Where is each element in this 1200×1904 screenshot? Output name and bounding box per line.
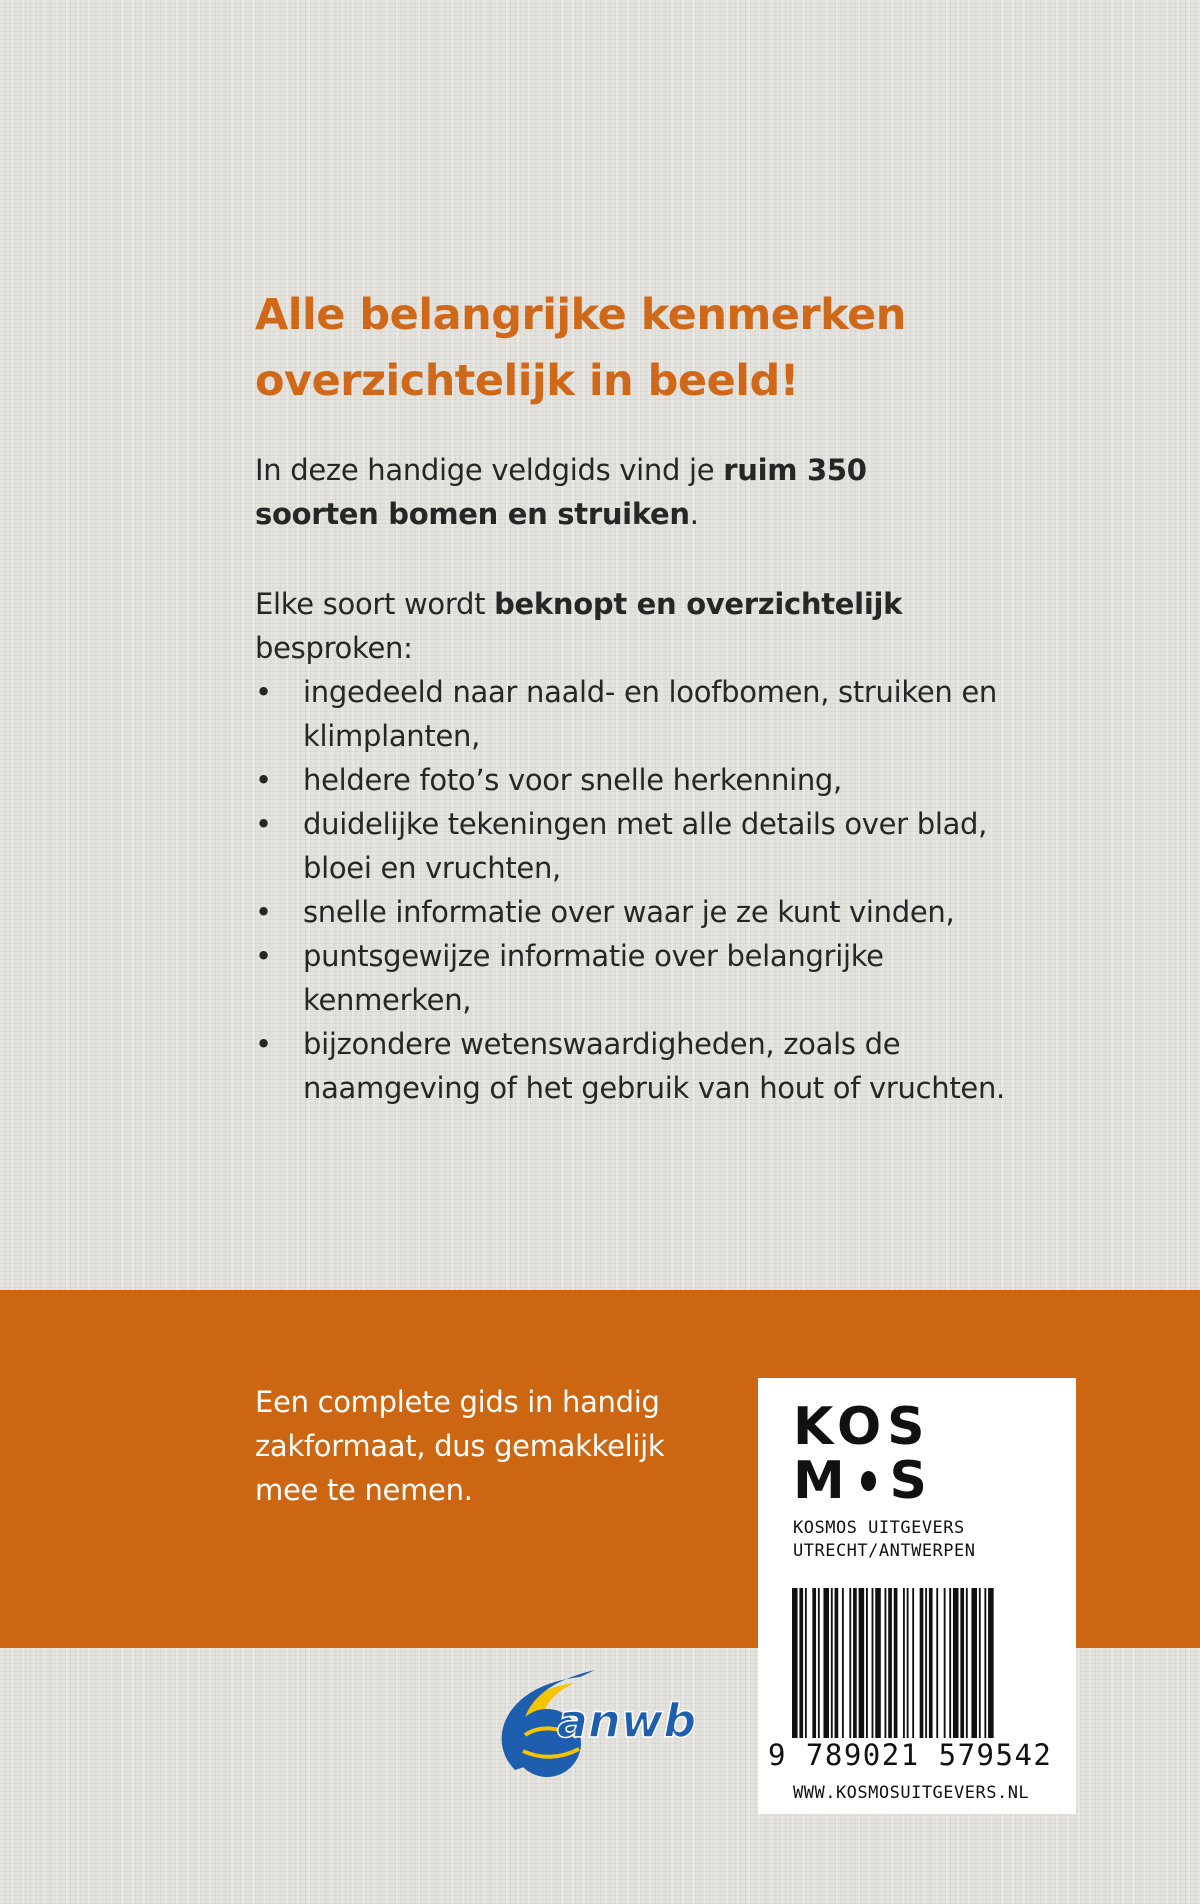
list-item-text: duidelijke tekeningen met alle details over blad, bloei en vruchten, (303, 807, 988, 885)
kosmos-logo-line-1 (793, 1397, 933, 1457)
barcode-bar (920, 1588, 924, 1738)
kosmos-logo (793, 1397, 933, 1511)
bullet-icon: • (255, 807, 272, 841)
barcode-bar (912, 1588, 914, 1738)
barcode-icon (790, 1588, 1052, 1738)
barcode-bar (925, 1588, 927, 1738)
intro-end: . (689, 497, 699, 531)
anwb-logo-text: anwb (557, 1694, 697, 1748)
barcode-bar (849, 1588, 851, 1738)
tagline: Een complete gids in handig zakformaat, dus gemakkelijk mee te nemen. (255, 1385, 665, 1507)
barcode-bar (953, 1588, 959, 1738)
intro-bold-text: ruim 350 soorten bomen en struiken (255, 453, 867, 531)
barcode-bar (818, 1588, 820, 1738)
barcode-bar (903, 1588, 905, 1738)
barcode-bar (979, 1588, 981, 1738)
kosmos-logo-text-2: M (793, 1451, 851, 1511)
kosmos-logo-line-2 (793, 1451, 933, 1511)
list-item-text: heldere foto’s voor snelle herkenning, (303, 763, 842, 797)
barcode-bar (866, 1588, 868, 1738)
kosmos-logo-text-1: KOS (793, 1397, 931, 1457)
publisher-box (758, 1378, 1076, 1814)
description-paragraph (255, 582, 1055, 670)
list-item (255, 758, 1055, 802)
barcode-bar (971, 1588, 977, 1738)
bullet-icon: • (255, 1027, 272, 1061)
list-item (255, 670, 1055, 758)
description-bold-text: beknopt en overzichtelijk (494, 587, 903, 621)
barcode-bar (812, 1588, 816, 1738)
barcode-bar (907, 1588, 909, 1738)
barcode-bar (799, 1588, 803, 1738)
barcode-bar (944, 1588, 946, 1738)
feature-list (255, 670, 1055, 1110)
list-item-text: snelle informatie over waar je ze kunt vinden, (303, 895, 955, 929)
barcode-bar (842, 1588, 844, 1738)
barcode-bar (792, 1588, 798, 1738)
kosmos-logo-text-3: S (889, 1451, 933, 1511)
list-item-text: puntsgewijze informatie over belangrijke kenmerken, (303, 939, 884, 1017)
barcode-bar (929, 1588, 933, 1738)
barcode-bar (936, 1588, 938, 1738)
barcode-bar (894, 1588, 898, 1738)
headline-line-2: overzichtelijk in beeld! (255, 356, 799, 406)
isbn-number: 9 789021 579542 (768, 1738, 1053, 1772)
barcode-bar (835, 1588, 839, 1738)
barcode-bar (984, 1588, 986, 1738)
barcode-bar (888, 1588, 892, 1738)
list-item (255, 802, 1055, 890)
list-item-text: ingedeeld naar naald- en loofbomen, struiken en klimplanten, (303, 675, 998, 753)
barcode-bar (875, 1588, 881, 1738)
bullet-icon: • (255, 675, 272, 709)
barcode-bar (988, 1588, 994, 1738)
barcode-bar (966, 1588, 968, 1738)
description-end: besproken: (255, 631, 413, 665)
barcode-bar (960, 1588, 964, 1738)
publisher-website: WWW.KOSMOSUITGEVERS.NL (793, 1783, 1030, 1803)
anwb-logo-icon (485, 1665, 725, 1785)
list-item (255, 890, 1055, 934)
publisher-name: KOSMOS UITGEVERS (793, 1518, 965, 1538)
list-item (255, 934, 1055, 1022)
list-item-text: bijzondere wetenswaardigheden, zoals de naamgeving of het gebruik van hout of vruchten. (303, 1027, 1005, 1105)
barcode-bar (805, 1588, 807, 1738)
headline-line-1: Alle belangrijke kenmerken (255, 290, 906, 340)
publisher-city: UTRECHT/ANTWERPEN (793, 1541, 976, 1561)
bullet-icon: • (255, 895, 272, 929)
barcode-bar (885, 1588, 887, 1738)
intro-text: In deze handige veldgids vind je (255, 453, 724, 487)
barcode-bar (949, 1588, 951, 1738)
barcode-bar (823, 1588, 829, 1738)
barcode-bar (853, 1588, 857, 1738)
bullet-icon: • (255, 763, 272, 797)
description-text: Elke soort wordt (255, 587, 495, 621)
intro-paragraph (255, 448, 975, 536)
headline (255, 282, 1075, 414)
kosmos-dot-icon (861, 1471, 876, 1491)
list-item (255, 1022, 1055, 1110)
barcode-bar (872, 1588, 874, 1738)
bullet-icon: • (255, 939, 272, 973)
barcode-bar (831, 1588, 833, 1738)
barcode-bar (859, 1588, 865, 1738)
